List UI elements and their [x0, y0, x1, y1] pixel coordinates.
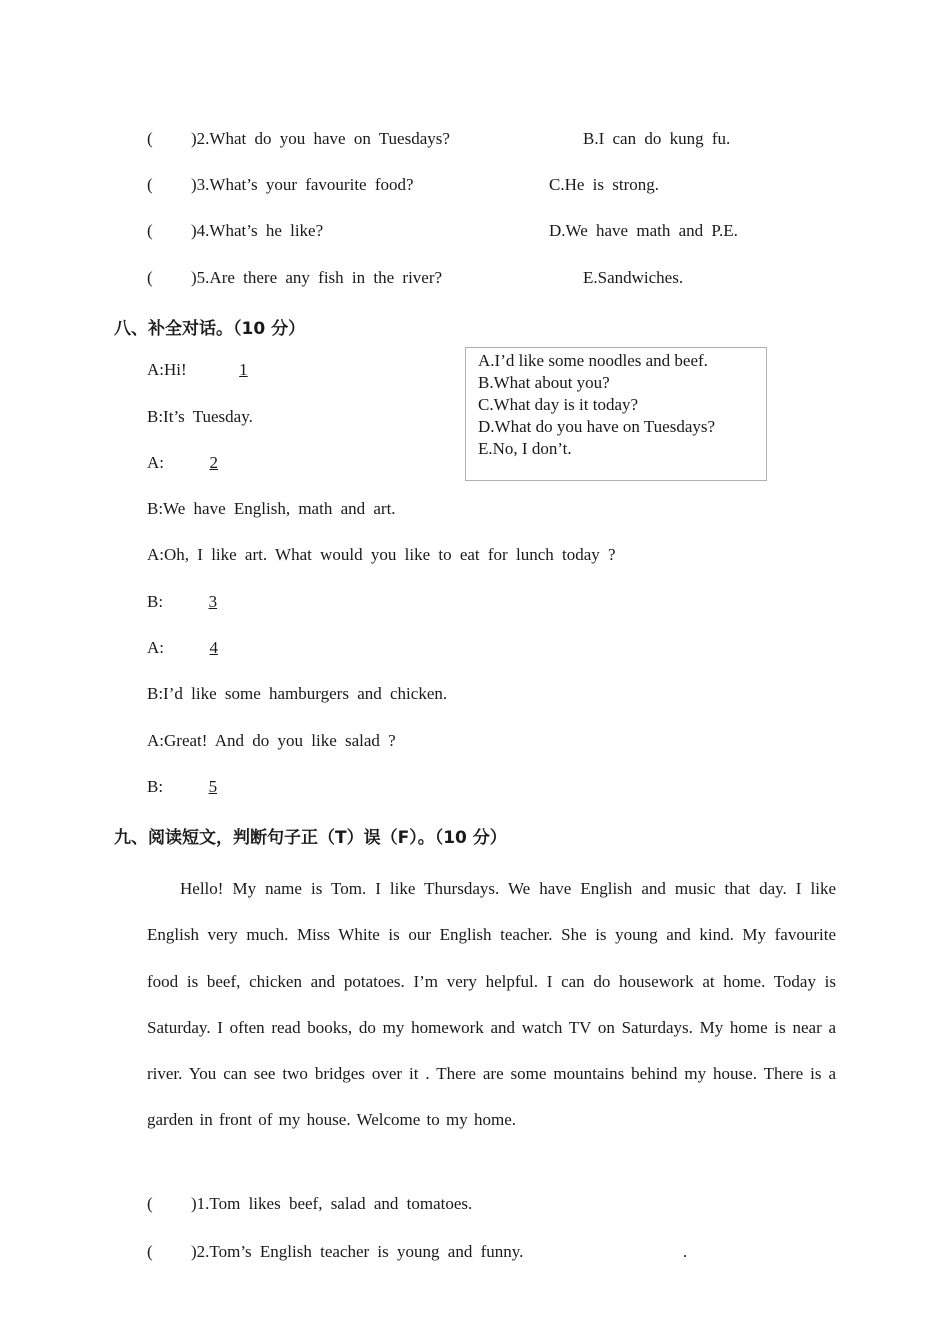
- answer-paren[interactable]: (: [147, 129, 153, 148]
- option-a: A.I’d like some noodles and beef.: [478, 351, 708, 370]
- dialogue-line-7: [147, 638, 218, 658]
- dialogue-line-9: A:Great! And do you like salad ?: [147, 731, 396, 750]
- answer-paren[interactable]: (: [147, 221, 153, 240]
- answer-blank-4[interactable]: 4: [209, 638, 218, 657]
- answer-paren[interactable]: (: [147, 1242, 153, 1261]
- speaker: A:: [147, 453, 164, 472]
- reading-passage: Hello! My name is Tom. I like Thursdays. We have English and music that day. I like English very much. Miss White is our English teacher. She is young and kind. My favourite food is beef, chicken and potatoes. I’m very helpful. I can do housework at home. Today is Saturday. I often read books, do my homework and watch TV on Saturdays. My home is near a river. You can see two bridges over it . There are some mountains behind my house. There is a garden in front of my house. Welcome to my home.: [147, 879, 836, 1130]
- tf-question-2: [147, 1242, 523, 1262]
- question-text: )2.What do you have on Tuesdays?: [191, 129, 450, 148]
- matching-question-5: [147, 268, 442, 288]
- dialogue-line-4: B:We have English, math and art.: [147, 499, 396, 518]
- option-b: B.What about you?: [478, 373, 610, 392]
- matching-answer-d: D.We have math and P.E.: [549, 221, 738, 240]
- speaker: A:Hi!: [147, 360, 187, 379]
- dialogue-line-1: [147, 360, 248, 380]
- speaker: B:: [147, 592, 164, 611]
- tf-question-1: [147, 1194, 472, 1214]
- matching-answer-e: E.Sandwiches.: [583, 268, 684, 287]
- dialogue-line-5: A:Oh, I like art. What would you like to eat for lunch today ?: [147, 545, 616, 564]
- matching-answer-c: C.He is strong.: [549, 175, 659, 194]
- question-text: )1.Tom likes beef, salad and tomatoes.: [191, 1194, 473, 1213]
- option-e: E.No, I don’t.: [478, 439, 572, 458]
- answer-blank-5[interactable]: 5: [208, 777, 218, 796]
- dialogue-line-2: B:It’s Tuesday.: [147, 407, 253, 426]
- matching-answer-b: B.I can do kung fu.: [583, 129, 731, 148]
- question-text: )4.What’s he like?: [191, 221, 324, 240]
- dialogue-options-box: [465, 347, 767, 481]
- question-text: )5.Are there any fish in the river?: [191, 268, 443, 287]
- answer-blank-2[interactable]: 2: [209, 453, 218, 472]
- question-text: )3.What’s your favourite food?: [191, 175, 414, 194]
- question-text: )2.Tom’s English teacher is young and funny.: [191, 1242, 524, 1261]
- trailing-period: .: [683, 1242, 688, 1261]
- matching-question-2: [147, 129, 450, 149]
- dialogue-line-3: [147, 453, 218, 473]
- answer-paren[interactable]: (: [147, 1194, 153, 1213]
- answer-blank-1[interactable]: 1: [239, 360, 248, 379]
- dialogue-line-6: [147, 592, 217, 612]
- matching-question-4: [147, 221, 323, 241]
- matching-question-3: [147, 175, 414, 195]
- section-9-heading: 九、阅读短文，判断句子正（T）误（F）。（10 分）: [114, 828, 507, 848]
- speaker: A:: [147, 638, 164, 657]
- answer-paren[interactable]: (: [147, 268, 153, 287]
- answer-blank-3[interactable]: 3: [208, 592, 218, 611]
- dialogue-line-8: B:I’d like some hamburgers and chicken.: [147, 684, 448, 703]
- option-c: C.What day is it today?: [478, 395, 639, 414]
- option-d: D.What do you have on Tuesdays?: [478, 417, 716, 436]
- section-8-heading: 八、补全对话。（10 分）: [114, 319, 306, 339]
- dialogue-line-10: [147, 777, 217, 797]
- answer-paren[interactable]: (: [147, 175, 153, 194]
- speaker: B:: [147, 777, 164, 796]
